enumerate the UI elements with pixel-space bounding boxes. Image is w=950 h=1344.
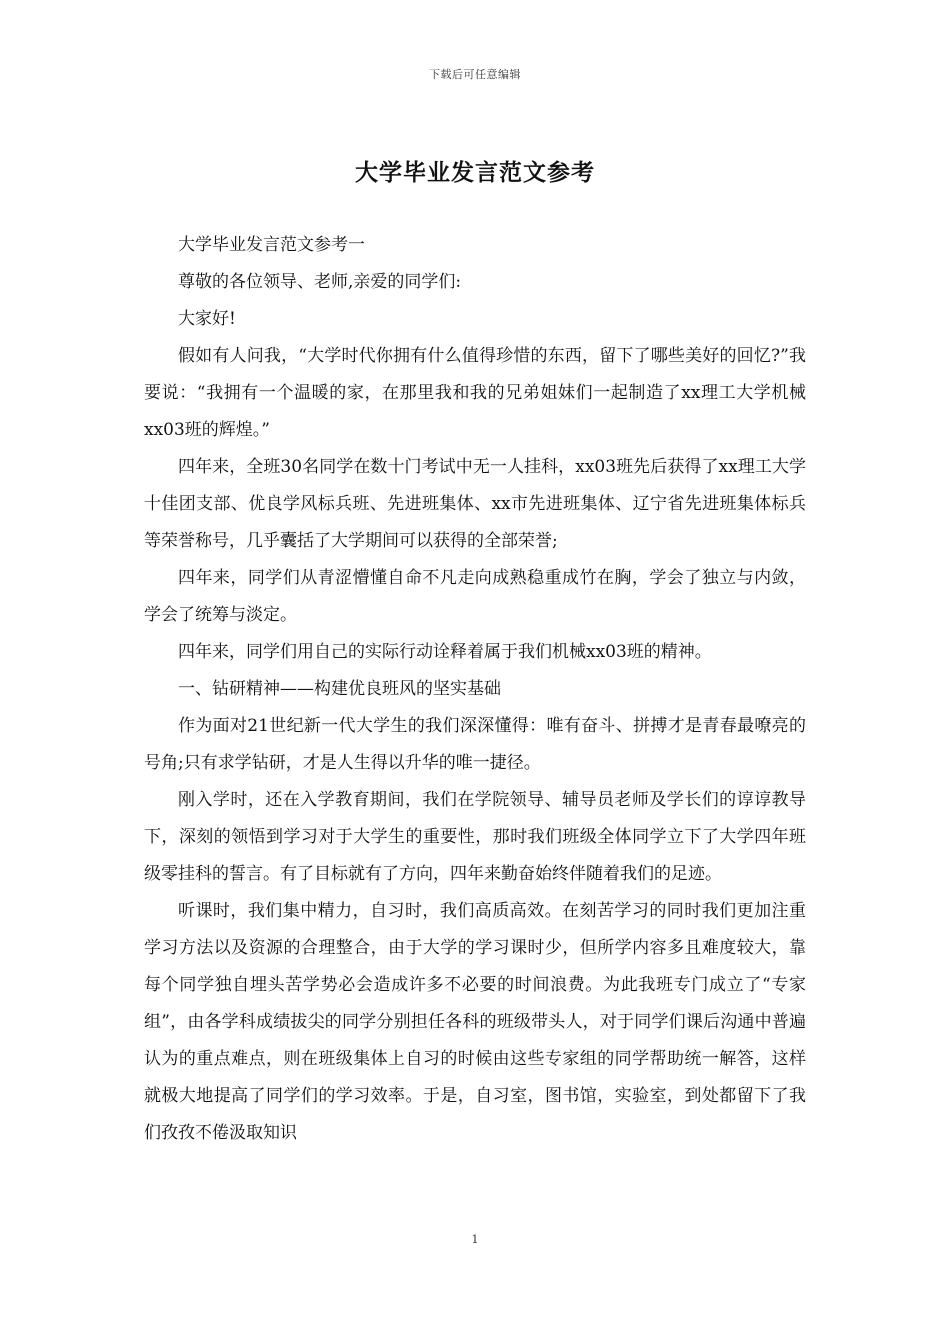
paragraph: 四年来，全班30名同学在数十门考试中无一人挂科，xx03班先后获得了xx理工大学十佳团支部、优良学风标兵班、先进班集体、xx市先进班集体、辽宁省先进班集体标兵等荣誉称号，几乎囊括了大学期间可以获得的全部荣誉;: [144, 457, 806, 551]
document-title: 大学毕业发言范文参考: [355, 159, 595, 186]
page-number: 1: [471, 1233, 479, 1246]
paragraph: 四年来，同学们从青涩懵懂自命不凡走向成熟稳重成竹在胸，学会了独立与内敛，学会了统筹与淡定。: [144, 568, 806, 625]
paragraph: 尊敬的各位领导、老师,亲爱的同学们:: [178, 272, 462, 292]
section-heading: 一、钻研精神——构建优良班风的坚实基础: [178, 679, 501, 699]
paragraph: 假如有人问我，“大学时代你拥有什么值得珍惜的东西，留下了哪些美好的回忆?”我要说：“我拥有一个温暖的家，在那里我和我的兄弟姐妹们一起制造了xx理工大学机械xx03班的辉煌。”: [144, 346, 806, 440]
paragraph: 大学毕业发言范文参考一: [178, 235, 365, 255]
paragraph: 作为面对21世纪新一代大学生的我们深深懂得：唯有奋斗、拼搏才是青春最嘹亮的号角;只有求学钻研，才是人生得以升华的唯一捷径。: [144, 716, 806, 773]
paragraph: 听课时，我们集中精力，自习时，我们高质高效。在刻苦学习的同时我们更加注重学习方法以及资源的合理整合，由于大学的学习课时少，但所学内容多且难度较大，靠每个同学独自埋头苦学势必会造成许多不必要的时间浪费。为此我班专门成立了“专家组”，由各学科成绩拔尖的同学分别担任各科的班级带头人，对于同学们课后沟通中普遍认为的重点难点，则在班级集体上自习的时候由这些专家组的同学帮助统一解答，这样就极大地提高了同学们的学习效率。于是，自习室，图书馆，实验室，到处都留下了我们孜孜不倦汲取知识: [144, 901, 806, 1143]
document-body: [144, 227, 806, 1152]
paragraph: 四年来，同学们用自己的实际行动诠释着属于我们机械xx03班的精神。: [178, 642, 712, 662]
header-note: 下载后可任意编辑: [429, 68, 521, 81]
paragraph: 刚入学时，还在入学教育期间，我们在学院领导、辅导员老师及学长们的谆谆教导下，深刻的领悟到学习对于大学生的重要性，那时我们班级全体同学立下了大学四年班级零挂科的誓言。有了目标就有了方向，四年来勤奋始终伴随着我们的足迹。: [144, 790, 806, 884]
paragraph: 大家好!: [178, 309, 236, 329]
